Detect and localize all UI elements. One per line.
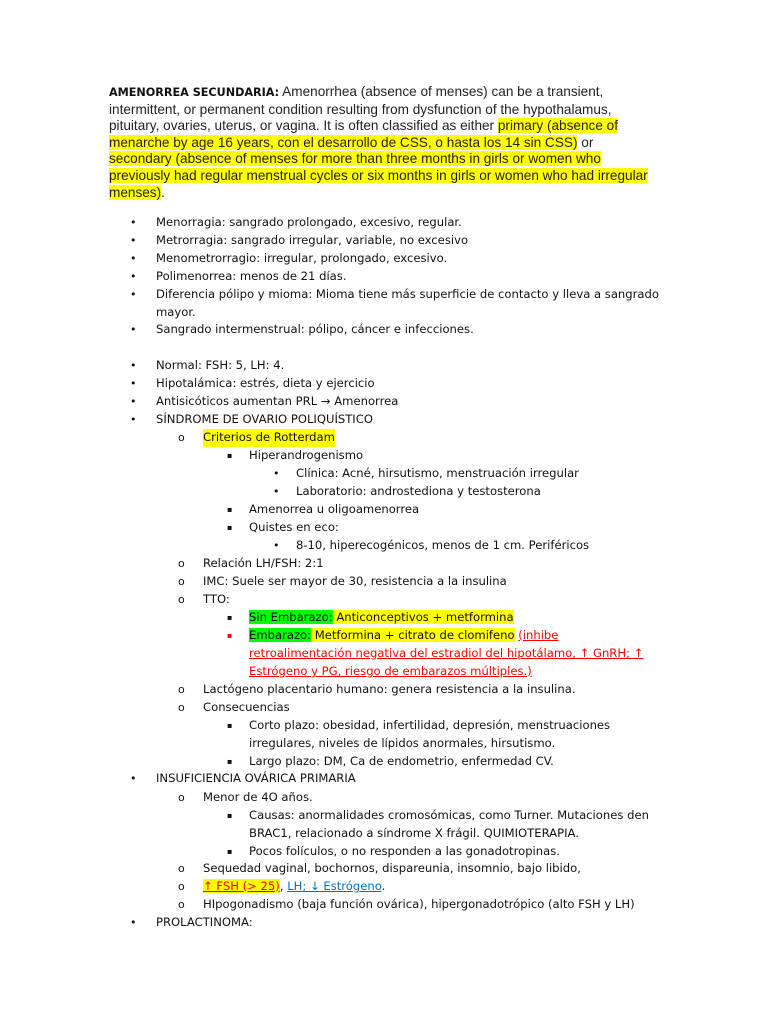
treatment-highlight: Anticonceptivos + metformina [332,610,514,624]
lh-estrogen-note: LH; ↓ Estrógeno [287,879,382,893]
intro-text-1: Amenorrhea (absence of menses) can be a transient, intermittent, or permanent condition resulting from dysfunction of the hypothalamus, pituitary, ovaries, uterus, or vagina. It is often classified as either [109,84,612,134]
bullet-marker: • [130,772,137,785]
list-item: Menor de 4O años. [203,790,313,804]
intro-or: or [577,134,594,150]
list-item: Corto plazo: obesidad, infertilidad, depresión, menstruaciones [249,718,611,732]
bullet-marker: • [130,323,137,336]
bullet-marker: • [273,539,280,552]
list-item: TTO: [203,592,230,606]
intro-secondary-highlight: secondary (absence of menses for more than three months in girls or women who previously had regular menstrual cycles or six months in girls or women who had irregular menses) [109,151,648,200]
list-item [249,627,558,645]
period: . [381,879,386,893]
list-item: Normal: FSH: 5, LH: 4. [156,358,285,372]
sub-bullet-marker: o [178,575,185,588]
sub-bullet-marker: o [178,898,185,911]
sub-bullet-marker: o [178,791,185,804]
sub-bullet-marker: o [178,880,185,893]
red-note-continuation: Estrógeno y PG, riesgo de embarazos múltiples.) [249,664,532,678]
section-heading-prolactinoma: PROLACTINOMA: [156,915,253,929]
sub-bullet-marker: o [178,701,185,714]
list-item: Amenorrea u oligoamenorrea [249,502,420,516]
list-item [203,878,385,896]
list-item: Largo plazo: DM, Ca de endometrio, enfermedad CV. [249,754,554,768]
intro-end: . [161,184,165,200]
list-item-continuation: irregulares, niveles de lípidos anormales, hirsutismo. [249,736,556,750]
list-item: Sequedad vaginal, bochornos, dispareunia, insomnio, bajo libido, [203,861,581,875]
bullet-marker: • [130,270,137,283]
section-heading-sop: SÍNDROME DE OVARIO POLIQUÍSTICO [156,412,373,426]
sub-bullet-marker: o [178,557,185,570]
bullet-marker: • [130,288,137,301]
list-item-continuation: BRAC1, relacionado a síndrome X frágil. QUIMIOTERAPIA. [249,826,579,840]
list-item: Relación LH/FSH: 2:1 [203,556,324,570]
list-item: Lactógeno placentario humano: genera resistencia a la insulina. [203,682,576,696]
sub-bullet-marker: o [178,862,185,875]
list-item: Consecuencias [203,700,290,714]
bullet-marker: • [130,252,137,265]
list-item: Pocos folículos, o no responden a las gonadotropinas. [249,844,560,858]
square-bullet-marker: ▪ [227,613,233,622]
sin-embarazo-highlight: Sin Embarazo: [249,610,333,624]
list-item: Hipotalámica: estrés, dieta y ejercicio [156,376,375,390]
list-item: Diferencia pólipo y mioma: Mioma tiene más superficie de contacto y lleva a sangrado [156,287,659,301]
sub-bullet-marker: o [178,431,185,444]
list-item: Laboratorio: androstediona y testosterona [296,484,541,498]
treatment-highlight: Metformina + citrato de clomifeno [311,628,515,642]
bullet-marker: • [273,467,280,480]
bullet-marker: • [130,377,137,390]
rotterdam-criteria-highlight: Criterios de Rotterdam [203,429,335,447]
sub-bullet-marker: o [178,593,185,606]
list-item-continuation: mayor. [156,305,196,319]
square-bullet-marker: ▪ [227,523,233,532]
square-bullet-marker: ▪ [227,631,233,640]
square-bullet-marker: ▪ [227,847,233,856]
bullet-marker: • [130,916,137,929]
list-item: Quistes en eco: [249,520,339,534]
fsh-value-highlight: ↑ FSH (> 25) [203,879,280,893]
bullet-marker: • [273,485,280,498]
list-item: Metrorragia: sangrado irregular, variable, no excesivo [156,233,469,247]
list-item: Sangrado intermenstrual: pólipo, cáncer e infecciones. [156,322,474,336]
list-item: Clínica: Acné, hirsutismo, menstruación irregular [296,466,579,480]
list-item: 8-10, hiperecogénicos, menos de 1 cm. Periféricos [296,538,590,552]
list-item: Polimenorrea: menos de 21 días. [156,269,347,283]
square-bullet-marker: ▪ [227,757,233,766]
list-item: Causas: anormalidades cromosómicas, como Turner. Mutaciones den [249,808,649,822]
sub-bullet-marker: o [178,683,185,696]
list-item [249,609,514,627]
square-bullet-marker: ▪ [227,505,233,514]
list-item: Antisicóticos aumentan PRL → Amenorrea [156,394,399,408]
list-item: Hiperandrogenismo [249,448,364,462]
intro-heading: AMENORREA SECUNDARIA: [109,86,280,99]
square-bullet-marker: ▪ [227,451,233,460]
list-item: HIpogonadismo (baja función ovárica), hipergonadotrópico (alto FSH y LH) [203,897,635,911]
section-heading-ovarian: INSUFICIENCIA OVÁRICA PRIMARIA [156,771,356,785]
list-item: IMC: Suele ser mayor de 30, resistencia a la insulina [203,574,507,588]
bullet-marker: • [130,359,137,372]
list-item: Menometrorragio: irregular, prolongado, excesivo. [156,251,448,265]
intro-primary-highlight: primary (absence of menarche by age 16 years, con el desarrollo de CSS, o hasta los 14 sin CSS) [109,118,619,150]
red-note-continuation: retroalimentación negativa del estradiol del hipotálamo, ↑ GnRH; ↑ [249,646,644,660]
square-bullet-marker: ▪ [227,721,233,730]
bullet-marker: • [130,216,137,229]
embarazo-highlight: Embarazo: [249,628,312,642]
list-item: Menorragia: sangrado prolongado, excesivo, regular. [156,215,462,229]
separator: , [279,879,288,893]
bullet-marker: • [130,413,137,426]
square-bullet-marker: ▪ [227,811,233,820]
bullet-marker: • [130,395,137,408]
bullet-marker: • [130,234,137,247]
red-note: (inhibe [518,628,559,642]
